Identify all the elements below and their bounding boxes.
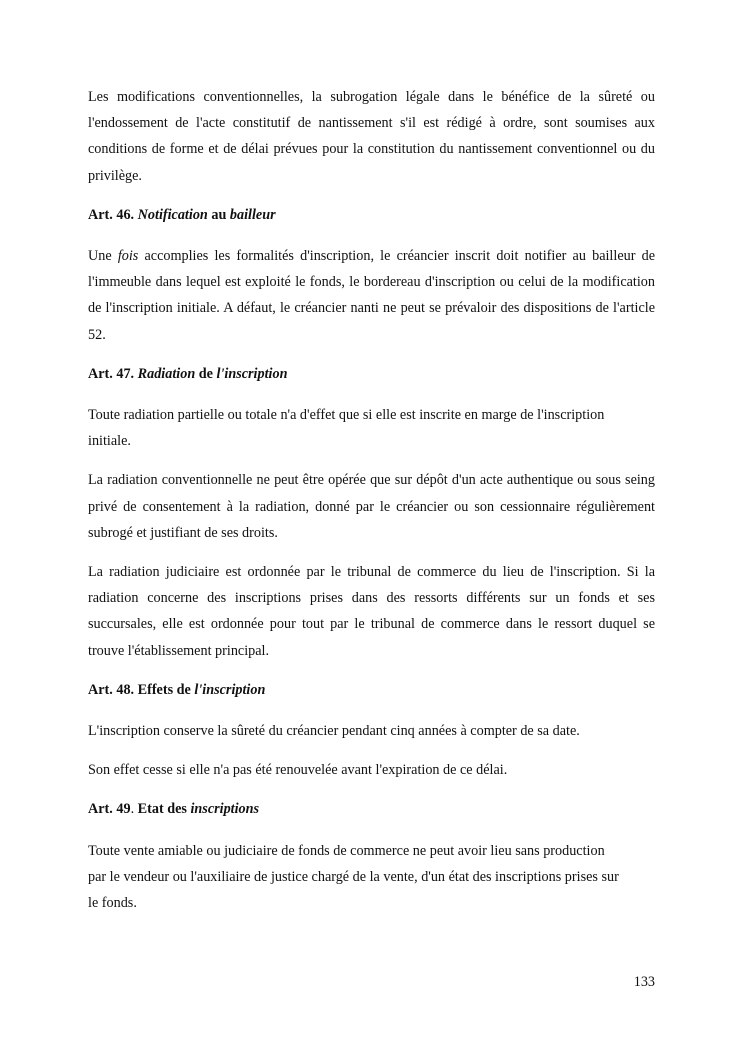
- paragraph-radiation-effect: Toute radiation partielle ou totale n'a d'effet que si elle est inscrite en marge de l'inscription initiale.: [88, 407, 605, 450]
- heading-art-47-inscription: l'inscription: [216, 365, 288, 382]
- heading-art-49-separator: .: [130, 801, 138, 818]
- heading-art-49: [88, 796, 655, 822]
- paragraph-radiation-judiciaire: La radiation judiciaire est ordonnée par le tribunal de commerce du lieu de l'inscription. Si la radiation concerne des inscriptions prises dans des ressorts différents sur un fonds et ses succursales, elle est ordonnée pour tout par le tribunal de commerce dans le ressort duquel se trouve l'établissement principal.: [88, 564, 655, 659]
- paragraph-vente-line-2: par le vendeur ou l'auxiliaire de justice chargé de la vente, d'un état des inscriptions prises sur: [88, 868, 619, 885]
- paragraph-vente: [88, 838, 655, 917]
- heading-art-46-bailleur: bailleur: [229, 206, 276, 223]
- heading-art-49-inscriptions: inscriptions: [190, 801, 260, 818]
- document-body: [88, 84, 655, 916]
- paragraph-notification-start: Une: [88, 248, 118, 265]
- paragraph-notification-rest: accomplies les formalités d'inscription, le créancier inscrit doit notifier au bailleur de l'immeuble dans lequel est exploité le fonds, le bordereau d'inscription ou celui de la modification de l'inscription initiale. A défaut, le créancier nanti ne peut se prévaloir des dispositions de l'article 52.: [88, 248, 655, 343]
- heading-art-47-number: Art. 47.: [88, 365, 138, 382]
- paragraph-notification-fois: fois: [117, 248, 139, 265]
- paragraph-inscription-expiry: Son effet cesse si elle n'a pas été renouvelée avant l'expiration de ce délai.: [88, 762, 508, 779]
- heading-art-47: [88, 361, 655, 387]
- heading-art-46: [88, 202, 655, 228]
- heading-art-48: [88, 677, 655, 703]
- heading-art-46-au: au: [207, 206, 230, 223]
- heading-art-48-number: Art. 48. Effets de: [88, 681, 195, 698]
- heading-art-48-inscription: l'inscription: [194, 681, 266, 698]
- page-number: 133: [633, 974, 655, 990]
- paragraph-notification: [88, 243, 655, 348]
- heading-art-46-notification: Notification: [137, 206, 208, 223]
- paragraph-modifications: Les modifications conventionnelles, la subrogation légale dans le bénéfice de la sûreté ou l'endossement de l'acte constitutif de nantissement s'il est rédigé à ordre, sont soumises aux conditions de forme et de délai prévues pour la constitution du nantissement conventionnel ou du privilège.: [88, 89, 655, 184]
- heading-art-46-number: Art. 46.: [88, 206, 138, 223]
- heading-art-49-number: Art. 49: [88, 801, 131, 818]
- paragraph-vente-line-1: Toute vente amiable ou judiciaire de fonds de commerce ne peut avoir lieu sans production: [88, 842, 605, 859]
- paragraph-radiation-conventionnelle: La radiation conventionnelle ne peut être opérée que sur dépôt d'un acte authentique ou sous seing privé de consentement à la radiation, donné par le créancier ou son cessionnaire régulièrement subrogé et justifiant de ses droits.: [88, 472, 655, 541]
- paragraph-vente-line-3: le fonds.: [88, 895, 137, 912]
- heading-art-49-etat: Etat des: [137, 801, 191, 818]
- heading-art-47-de: de: [195, 365, 217, 382]
- heading-art-47-radiation: Radiation: [137, 365, 196, 382]
- paragraph-inscription-duration: L'inscription conserve la sûreté du créancier pendant cinq années à compter de sa date.: [88, 723, 580, 740]
